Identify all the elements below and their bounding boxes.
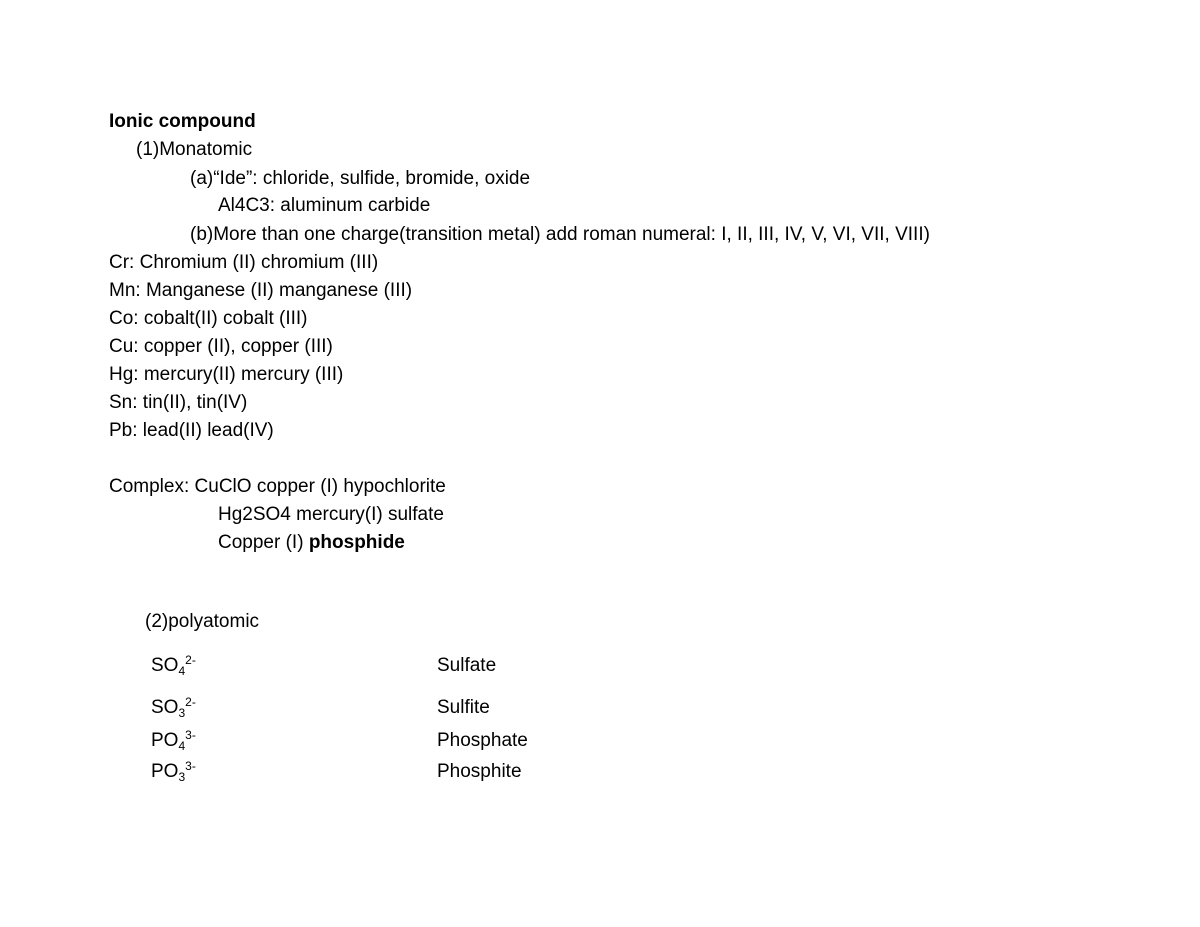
ion-formula [151,730,196,752]
ion-formula-base: PO [151,761,179,782]
ion-charge: 3- [185,759,196,773]
ion-charge: 2- [185,695,196,709]
ion-formula-base: SO [151,655,179,676]
ion-name: Phosphite [437,761,522,782]
complex-line-3 [218,532,405,554]
complex-line-3-bold: phosphide [308,532,405,553]
ion-formula-subscript: 3 [178,706,186,720]
metal-line: Sn: tin(II), tin(IV) [109,392,248,413]
ion-name: Sulfite [437,697,490,718]
metal-line: Hg: mercury(II) mercury (III) [109,364,344,385]
ion-name: Sulfate [437,655,497,676]
ion-charge: 3- [185,728,196,742]
ion-formula-subscript: 3 [178,770,186,784]
polyatomic-heading: (2)polyatomic [145,611,260,632]
ion-formula-subscript: 4 [178,664,186,678]
complex-line-2: Hg2SO4 mercury(I) sulfate [218,504,444,525]
metal-line: Mn: Manganese (II) manganese (III) [109,280,413,301]
ide-example-line: Al4C3: aluminum carbide [218,195,431,216]
document-title: Ionic compound [109,111,256,132]
metal-line: Cr: Chromium (II) chromium (III) [109,252,379,273]
ion-formula-subscript: 4 [178,739,186,753]
ion-charge: 2- [185,653,196,667]
complex-line-3-plain: Copper (I) [218,532,309,553]
ion-formula [151,655,196,677]
ion-formula [151,697,196,719]
ide-rule-line: (a)“Ide”: chloride, sulfide, bromide, oxide [190,168,531,189]
monatomic-heading: (1)Monatomic [136,139,253,160]
metal-line: Cu: copper (II), copper (III) [109,336,333,357]
ion-formula-base: PO [151,730,179,751]
complex-line-1: Complex: CuClO copper (I) hypochlorite [109,476,446,497]
ion-name: Phosphate [437,730,528,751]
ion-formula-base: SO [151,697,179,718]
metal-line: Pb: lead(II) lead(IV) [109,420,274,441]
ion-formula [151,761,196,783]
roman-numeral-rule-line: (b)More than one charge(transition metal) add roman numeral: I, II, III, IV, V, VI, VII, VIII) [190,224,930,245]
metal-line: Co: cobalt(II) cobalt (III) [109,308,308,329]
